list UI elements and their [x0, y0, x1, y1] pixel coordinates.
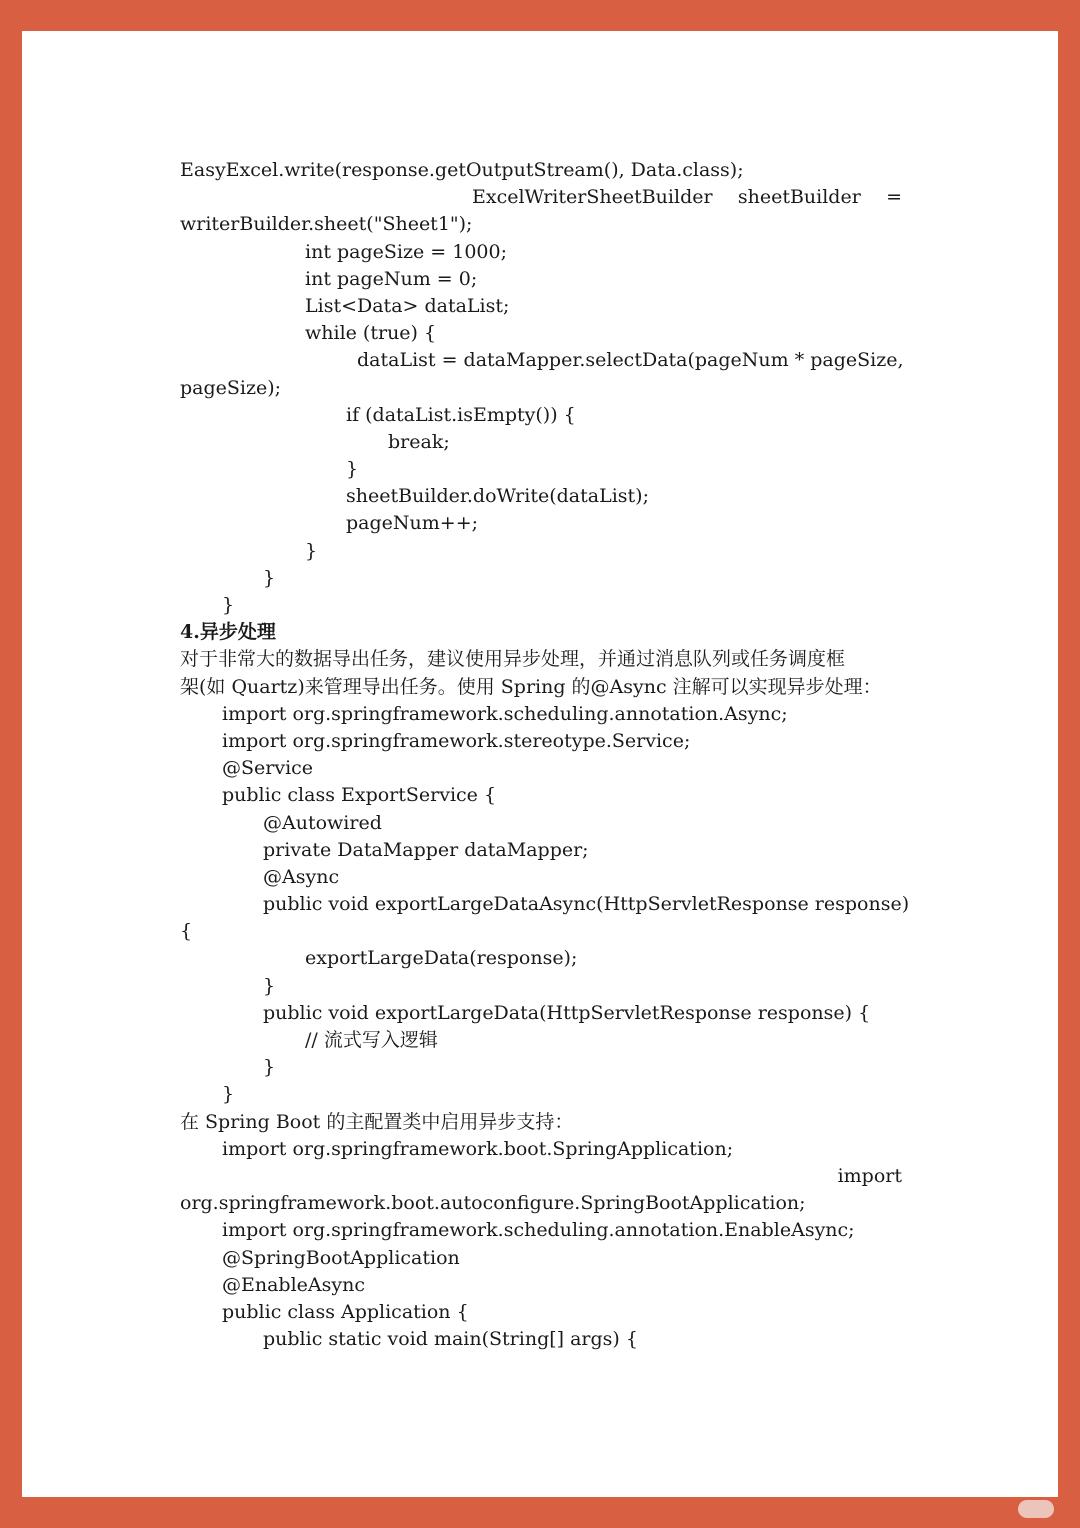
paragraph-line: 架(如 Quartz)来管理导出任务。使用 Spring 的@Async 注解可以实现异步处理： — [180, 675, 882, 698]
code-line: public class Application { — [222, 1300, 469, 1323]
code-line-justified — [180, 184, 902, 211]
code-line: public static void main(String[] args) { — [263, 1328, 638, 1351]
code-line: private DataMapper dataMapper; — [263, 838, 589, 861]
code-line: EasyExcel.write(response.getOutputStream(), Data.class); — [180, 159, 744, 181]
code-line: public void exportLargeData(HttpServletResponse response) { — [263, 1001, 871, 1024]
code-line: public void exportLargeDataAsync(HttpServletResponse response) — [263, 893, 910, 916]
code-token: ExcelWriterSheetBuilder — [472, 186, 713, 209]
code-line: @Autowired — [263, 811, 382, 834]
code-line: dataList = dataMapper.selectData(pageNum * pageSize, — [357, 349, 904, 372]
code-line: List<Data> dataList; — [305, 294, 510, 317]
code-line: import org.springframework.scheduling.annotation.Async; — [222, 702, 788, 725]
code-line: } — [222, 594, 235, 616]
code-line: break; — [388, 430, 450, 453]
code-line: import org.springframework.boot.SpringApplication; — [222, 1137, 734, 1160]
watermark-badge — [1018, 1500, 1054, 1518]
code-line: public class ExportService { — [222, 784, 497, 807]
code-line: } — [263, 1056, 276, 1079]
code-line: int pageSize = 1000; — [305, 240, 507, 263]
code-line: while (true) { — [305, 322, 437, 345]
code-line: int pageNum = 0; — [305, 267, 478, 290]
section-heading: 4.异步处理 — [180, 621, 276, 644]
paragraph-line: 在 Spring Boot 的主配置类中启用异步支持： — [180, 1110, 574, 1133]
code-line: sheetBuilder.doWrite(dataList); — [346, 485, 649, 508]
code-line: pageSize); — [180, 376, 282, 399]
code-line: import org.springframework.stereotype.Service; — [222, 729, 691, 752]
code-line: @SpringBootApplication — [222, 1246, 460, 1269]
code-line: writerBuilder.sheet("Sheet1"); — [180, 213, 473, 236]
code-line: } — [346, 458, 359, 481]
code-line: } — [263, 974, 276, 997]
code-line: @Service — [222, 757, 314, 780]
code-line: import — [837, 1164, 902, 1187]
code-line: @Async — [263, 865, 340, 888]
code-line: } — [305, 539, 318, 562]
code-line: } — [222, 1083, 235, 1106]
code-line: exportLargeData(response); — [305, 947, 578, 970]
code-line: pageNum++; — [346, 512, 479, 535]
document-content — [180, 157, 910, 1353]
code-comment-line: // 流式写入逻辑 — [305, 1029, 438, 1051]
document-page — [22, 31, 1058, 1497]
code-line: if (dataList.isEmpty()) { — [346, 403, 576, 426]
code-token: = — [886, 186, 902, 209]
code-token: sheetBuilder — [737, 186, 861, 209]
code-line: { — [180, 920, 193, 943]
code-line: } — [263, 566, 276, 589]
code-line: @EnableAsync — [222, 1273, 366, 1296]
code-line: import org.springframework.scheduling.annotation.EnableAsync; — [222, 1219, 855, 1242]
paragraph-line: 对于非常大的数据导出任务，建议使用异步处理，并通过消息队列或任务调度框 — [180, 648, 846, 671]
code-line: org.springframework.boot.autoconfigure.SpringBootApplication; — [180, 1192, 806, 1215]
